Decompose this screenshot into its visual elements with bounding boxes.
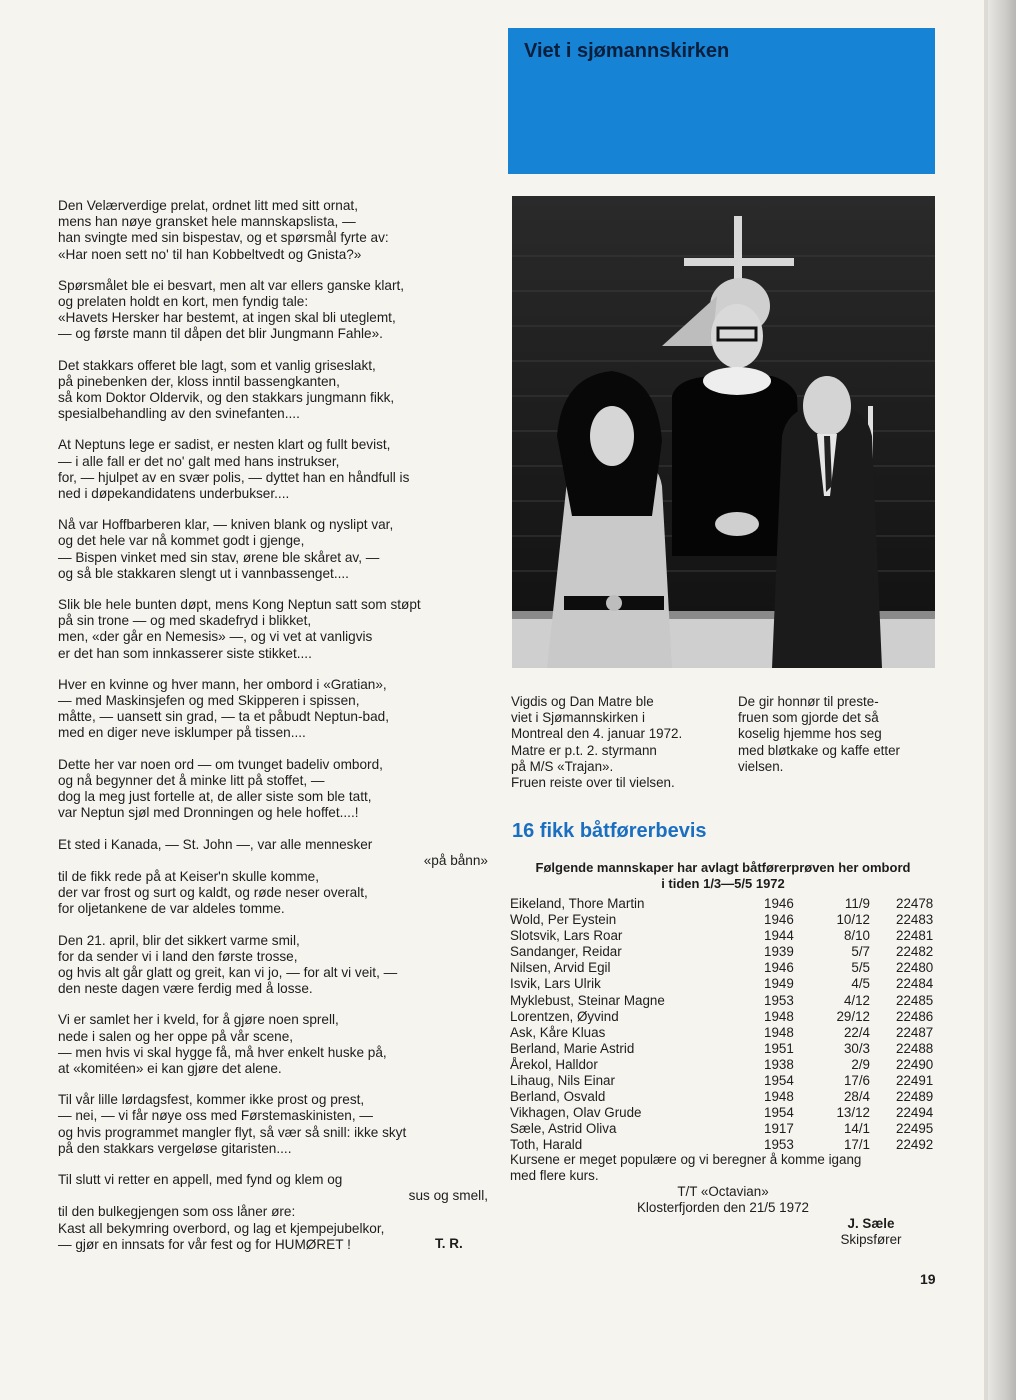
table-row (510, 896, 940, 912)
caption-line: Montreal den 4. januar 1972. (511, 726, 683, 742)
note-line: Kursene er meget populære og vi beregner å komme igang (510, 1152, 862, 1167)
caption-line: på M/S «Trajan». (511, 758, 614, 774)
certificate-number: 22481 (896, 928, 934, 944)
table-row (510, 912, 940, 928)
poem-line: måtte, — uansett sin grad, — ta et påbudt Neptun-bad, (58, 709, 389, 725)
article-title: Viet i sjømannskirken (524, 40, 730, 62)
poem-line: på sin trone — og med skadefryd i blikket, (58, 613, 312, 629)
poem-line: den neste dagen være ferdig med å losse. (58, 981, 313, 997)
certificate-number: 22489 (896, 1089, 934, 1105)
table-row (510, 1025, 940, 1041)
poem-line: han svingte med sin bispestav, og et spørsmål fyrte av: (58, 230, 389, 246)
certificate-number: 22480 (896, 960, 934, 976)
poem-line: så kom Doktor Oldervik, og den stakkars jungmann fikk, (58, 390, 395, 406)
birth-year: 1946 (764, 960, 794, 976)
wedding-photo-image (512, 196, 935, 668)
certificate-number: 22487 (896, 1024, 934, 1040)
table-row (510, 976, 940, 992)
poem-line: — og første mann til dåpen det blir Jungmann Fahle». (58, 326, 383, 342)
poem-line: er det han som innkasserer siste stikket.... (58, 645, 312, 661)
table-row (510, 944, 940, 960)
licenses-note (510, 1152, 940, 1184)
birth-year: 1939 (764, 944, 794, 960)
poem-line: for da sender vi i land den første trosse, (58, 948, 298, 964)
birth-year: 1951 (764, 1040, 794, 1056)
poem-line: på den stakkars vergeløse gitaristen.... (58, 1140, 292, 1156)
poem-line: Den 21. april, blir det sikkert varme smil, (58, 932, 300, 948)
certificate-number: 22485 (896, 992, 934, 1008)
poem-line: mens han nøye gransket hele mannskapslista, — (58, 214, 356, 230)
birth-year: 1948 (764, 1089, 794, 1105)
table-row (510, 993, 940, 1009)
place-date: Klosterfjorden den 21/5 1972 (637, 1200, 809, 1215)
poem-line: og hvis programmet mangler flyt, så vær så snill: ikke skyt (58, 1124, 407, 1140)
person-name: Sæle, Astrid Oliva (510, 1121, 620, 1137)
person-name: Årekol, Halldor (510, 1057, 602, 1073)
poem-line: Til vår lille lørdagsfest, kommer ikke prost og prest, (58, 1092, 365, 1108)
person-name: Wold, Per Eystein (510, 912, 620, 928)
poem-line: Nå var Hoffbarberen klar, — kniven blank og nyslipt var, (58, 517, 394, 533)
poem-line: og prelaten holdt en kort, men fyndig tale: (58, 294, 309, 310)
poem-line: men, «der går en Nemesis» —, og vi vet at vanligvis (58, 629, 373, 645)
birth-date: 13/12 (836, 1105, 870, 1121)
birth-year: 1953 (764, 1137, 794, 1153)
table-row (510, 1089, 940, 1105)
birth-date: 11/9 (844, 896, 870, 911)
poem-line: og nå begynner det å minke litt på stoffet, — (58, 772, 325, 788)
licenses-intro-line2: i tiden 1/3—5/5 1972 (661, 876, 785, 891)
certificate-number: 22492 (896, 1137, 934, 1153)
birth-date: 8/10 (843, 928, 870, 944)
poem-stanza (58, 278, 488, 343)
poem-line: Den Velærverdige prelat, ordnet litt med sitt ornat, (58, 198, 358, 213)
signer-name: J. Sæle (847, 1216, 895, 1231)
poem-line: — i alle fall er det no' galt med hans instrukser, (58, 453, 340, 469)
poem-line: Til slutt vi retter en appell, med fynd og klem og (58, 1171, 343, 1187)
person-name: Vikhagen, Olav Grude (510, 1105, 646, 1121)
birth-year: 1946 (764, 912, 794, 928)
certificate-number: 22495 (896, 1121, 934, 1137)
caption-line: fruen som gjorde det så (738, 710, 879, 726)
birth-date: 5/7 (851, 944, 870, 960)
certificate-number: 22484 (896, 976, 934, 992)
birth-date: 17/1 (843, 1137, 870, 1153)
caption-line: med bløtkake og kaffe etter (738, 742, 901, 758)
ship-info (508, 1184, 938, 1216)
poem-line: der var frost og surt og kaldt, og røde neser overalt, (58, 885, 368, 901)
poem-stanza (58, 1172, 488, 1253)
caption-line: koselig hjemme hos seg (738, 726, 882, 742)
person-name: Myklebust, Steinar Magne (510, 993, 669, 1009)
poem-line: ned i døpekandidatens underbukser.... (58, 486, 290, 502)
birth-year: 1944 (764, 928, 794, 944)
photo-caption-left (511, 694, 726, 791)
poem-line: sus og smell, (408, 1188, 488, 1204)
birth-date: 4/12 (843, 992, 870, 1008)
birth-year: 1948 (764, 1008, 794, 1024)
poem-line: «Har noen sett no' til han Kobbeltvedt og Gnista?» (58, 246, 362, 262)
caption-line: vielsen. (738, 758, 784, 774)
poem-stanza (58, 517, 488, 582)
poem-line: med en diger neve isklumper på tissen.... (58, 725, 306, 741)
certificate-number: 22488 (896, 1040, 934, 1056)
person-name: Toth, Harald (510, 1137, 586, 1153)
birth-date: 2/9 (851, 1056, 870, 1072)
poem-line: og hvis alt går glatt og greit, kan vi jo, — for alt vi veit, — (58, 964, 398, 980)
table-row (510, 1009, 940, 1025)
licenses-table (510, 896, 940, 1154)
birth-year: 1917 (764, 1121, 794, 1137)
birth-year: 1946 (764, 896, 794, 911)
poem-stanza (58, 358, 488, 423)
poem-stanza (58, 933, 488, 998)
birth-year: 1953 (764, 992, 794, 1008)
birth-year: 1954 (764, 1105, 794, 1121)
poem-line: nede i salen og her oppe på vår scene, (58, 1028, 294, 1044)
poem-line: til de fikk rede på at Keiser'n skulle komme, (58, 868, 319, 884)
person-name: Sandanger, Reidar (510, 944, 626, 960)
table-row (510, 960, 940, 976)
poem-stanza (58, 757, 488, 822)
table-row (510, 1121, 940, 1137)
birth-date: 28/4 (843, 1089, 870, 1105)
poem-line: — Bispen vinket med sin stav, ørene ble skåret av, — (58, 549, 380, 565)
licenses-heading: 16 fikk båtførerbevis (512, 820, 707, 842)
person-name: Slotsvik, Lars Roar (510, 928, 626, 944)
person-name: Eikeland, Thore Martin (510, 896, 648, 912)
ship-name: T/T «Octavian» (677, 1184, 769, 1199)
wedding-photo (512, 196, 935, 668)
poem-line: Slik ble hele bunten døpt, mens Kong Neptun satt som støpt (58, 597, 421, 613)
poem-line: At Neptuns lege er sadist, er nesten klart og fullt bevist, (58, 437, 391, 453)
certificate-number: 22494 (896, 1105, 934, 1121)
poem-line: var Neptun sjøl med Dronningen og hele hoffet....! (58, 805, 359, 821)
poem-line: at «komitéen» ei kan gjøre det alene. (58, 1060, 282, 1076)
poem-signature: T. R. (435, 1236, 463, 1251)
page-number: 19 (920, 1271, 936, 1287)
poem-line: Dette her var noen ord — om tvunget badeliv ombord, (58, 756, 383, 772)
poem-stanza (58, 1012, 488, 1077)
birth-date: 14/1 (843, 1121, 870, 1137)
birth-date: 22/4 (843, 1024, 870, 1040)
page-fold (984, 0, 988, 1400)
certificate-number: 22490 (896, 1056, 934, 1072)
birth-date: 5/5 (851, 960, 870, 976)
caption-line: De gir honnør til preste- (738, 694, 879, 709)
person-name: Isvik, Lars Ulrik (510, 976, 605, 992)
person-name: Lihaug, Nils Einar (510, 1073, 619, 1089)
poem-stanza (58, 198, 488, 263)
birth-date: 4/5 (851, 976, 870, 992)
poem-line: Kast all bekymring overbord, og lag et kjempejubelkor, (58, 1220, 385, 1236)
birth-date: 17/6 (843, 1073, 870, 1089)
birth-year: 1949 (764, 976, 794, 992)
poem-line: — med Maskinsjefen og med Skipperen i spissen, (58, 693, 360, 709)
birth-year: 1948 (764, 1024, 794, 1040)
poem (58, 198, 488, 1268)
poem-line: — men hvis vi skal hygge få, må hver enkelt huske på, (58, 1044, 387, 1060)
poem-line: Et sted i Kanada, — St. John —, var alle mennesker (58, 836, 373, 852)
poem-line: på pinebenken der, kloss inntil bassengkanten, (58, 373, 340, 389)
birth-year: 1954 (764, 1073, 794, 1089)
poem-line: Vi er samlet her i kveld, for å gjøre noen sprell, (58, 1012, 339, 1028)
person-name: Lorentzen, Øyvind (510, 1009, 623, 1025)
signature-block (812, 1216, 930, 1248)
table-row (510, 1041, 940, 1057)
licenses-intro (508, 860, 938, 892)
birth-date: 29/12 (836, 1008, 870, 1024)
poem-line: og det hele var nå kommet godt i gjenge, (58, 533, 305, 549)
poem-line: «på bånn» (423, 852, 488, 868)
caption-line: Matre er p.t. 2. styrmann (511, 742, 657, 758)
poem-line: — gjør en innsats for vår fest og for HUMØRET ! (58, 1236, 351, 1252)
signer-title: Skipsfører (840, 1232, 902, 1247)
birth-date: 30/3 (843, 1040, 870, 1056)
poem-line: Hver en kvinne og hver mann, her ombord i «Gratian», (58, 676, 387, 692)
birth-year: 1938 (764, 1056, 794, 1072)
certificate-number: 22482 (896, 944, 934, 960)
poem-line: til den bulkegjengen som oss låner øre: (58, 1204, 296, 1220)
poem-line: spesialbehandling av den svinefanten.... (58, 406, 300, 422)
person-name: Nilsen, Arvid Egil (510, 960, 614, 976)
photo-caption-right (738, 694, 938, 775)
person-name: Ask, Kåre Kluas (510, 1025, 609, 1041)
poem-line: og så ble stakkaren slengt ut i vannbassenget.... (58, 565, 349, 581)
page-edge (988, 0, 1016, 1400)
table-row (510, 1057, 940, 1073)
certificate-number: 22478 (896, 896, 934, 911)
poem-line: for, — hjulpet av en svær polis, — dyttet han en håndfull is (58, 469, 410, 485)
table-row (510, 928, 940, 944)
licenses-intro-line1: Følgende mannskaper har avlagt båtførerprøven her ombord (535, 860, 911, 875)
caption-line: viet i Sjømannskirken i (511, 710, 645, 726)
poem-line: dog la meg just fortelle at, de aller siste som ble tatt, (58, 789, 372, 805)
poem-line: Det stakkars offeret ble lagt, som et vanlig griseslakt, (58, 357, 376, 373)
poem-line: Spørsmålet ble ei besvart, men alt var ellers ganske klart, (58, 277, 405, 293)
birth-date: 10/12 (836, 912, 870, 928)
certificate-number: 22491 (896, 1073, 934, 1089)
person-name: Berland, Osvald (510, 1089, 609, 1105)
table-row (510, 1073, 940, 1089)
caption-line: Vigdis og Dan Matre ble (511, 694, 654, 709)
poem-line: «Havets Hersker har bestemt, at ingen skal bli uteglemt, (58, 310, 396, 326)
poem-line: — nei, — vi får nøye oss med Førstemaskinisten, — (58, 1108, 374, 1124)
note-line: med flere kurs. (510, 1168, 599, 1184)
poem-stanza (58, 597, 488, 662)
table-row (510, 1105, 940, 1121)
title-banner (508, 28, 935, 174)
caption-line: Fruen reiste over til vielsen. (511, 775, 675, 791)
poem-stanza (58, 677, 488, 742)
poem-stanza (58, 437, 488, 502)
person-name: Berland, Marie Astrid (510, 1041, 638, 1057)
poem-stanza (58, 1092, 488, 1157)
certificate-number: 22483 (896, 912, 934, 928)
certificate-number: 22486 (896, 1008, 934, 1024)
poem-stanza (58, 837, 488, 918)
poem-line: for oljetankene de var aldeles tomme. (58, 901, 285, 917)
